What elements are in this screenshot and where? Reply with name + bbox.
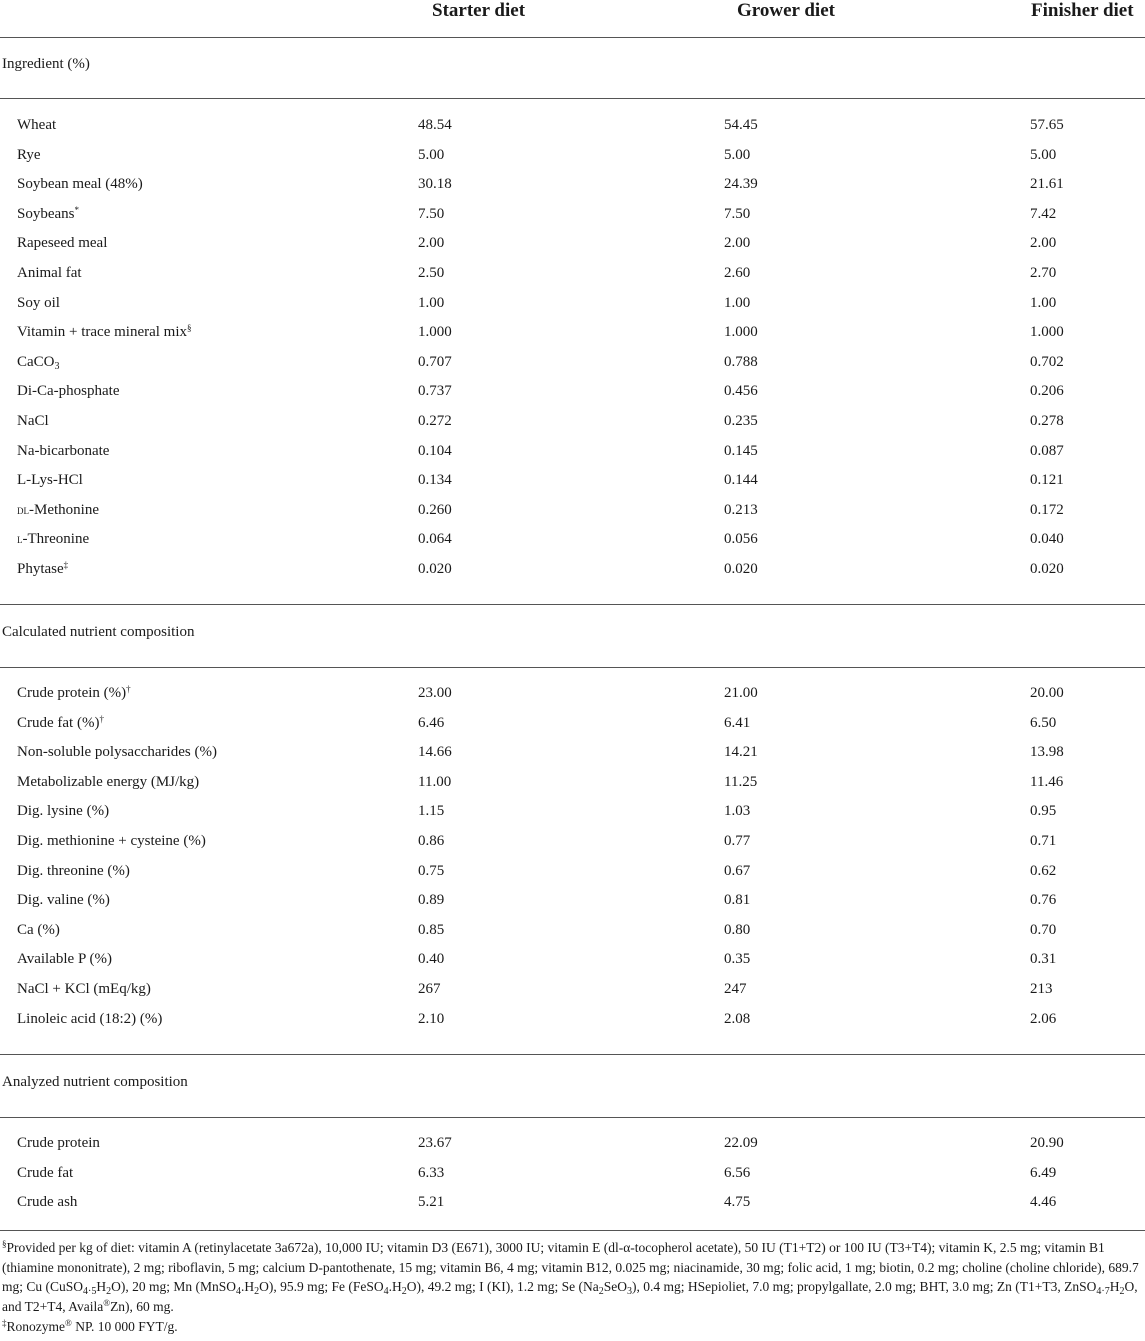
row-value: 21.61 (1030, 176, 1064, 193)
row-value: 0.260 (418, 501, 452, 518)
row-value: 11.00 (418, 773, 452, 790)
row-label: Crude fat (17, 1164, 74, 1181)
row-value: 0.020 (418, 561, 452, 577)
row-label: Rapeseed meal (17, 235, 108, 252)
row-value: 6.49 (1030, 1164, 1057, 1181)
row-value: 0.71 (1030, 833, 1057, 849)
row-value: 0.121 (1030, 472, 1064, 489)
row-value: 7.42 (1030, 205, 1057, 222)
table-row (0, 685, 1145, 705)
row-label: Available P (%) (17, 951, 112, 968)
table-row (0, 443, 1145, 463)
table-row (0, 981, 1145, 1001)
row-value: 2.50 (418, 265, 445, 281)
row-value: 14.66 (418, 744, 452, 761)
row-value: 6.46 (418, 714, 445, 731)
row-value: 0.172 (1030, 501, 1064, 518)
table-row (0, 922, 1145, 942)
row-value: 7.50 (418, 205, 445, 222)
row-label: Soybean meal (48%) (17, 176, 143, 193)
table-row (0, 502, 1145, 522)
row-value: 0.020 (1030, 561, 1064, 577)
row-value: 0.77 (724, 833, 751, 849)
row-value: 23.00 (418, 685, 452, 701)
table-row (0, 383, 1145, 403)
row-value: 6.33 (418, 1164, 445, 1181)
table-row (0, 413, 1145, 433)
rule-header (0, 37, 1145, 38)
rule-ingredient (0, 98, 1145, 99)
row-value: 1.03 (724, 803, 751, 820)
row-label: Soy oil (17, 294, 60, 311)
row-value: 0.064 (418, 531, 452, 548)
row-value: 0.206 (1030, 383, 1064, 400)
row-label: CaCO$_3$ (17, 353, 60, 372)
row-label: Crude ash (17, 1194, 78, 1211)
row-value: 0.81 (724, 892, 751, 909)
row-value: 0.144 (724, 472, 758, 489)
row-value: 0.31 (1030, 951, 1057, 968)
row-label: NaCl (17, 413, 49, 429)
row-value: 0.40 (418, 951, 445, 968)
footnote-vitamin-mix: §Provided per kg of diet: vitamin A (retinylacetate 3a672a), 10,000 IU; vitamin D3 (E671), 3000 IU; vitamin E (dl-α-tocopherol acetate), 50 IU (T1+T2) or 100 IU (T3+T4); vitamin K, 2.5 mg; vitamin B1 (thiamine mononitrate), 2 mg; riboflavin, 5 mg; calcium D-pantothenate, 15 mg; vitamin B6, 4 mg; vitamin B12, 0.025 mg; niacinamide, 30 mg; folic acid, 1 mg; biotin, 0.2 mg; choline (choline chloride), 689.7 mg; Cu $(CuSO_{4\cdot 5}H_2O)$, 20 mg; Mn $(MnSO_4.H_2O)$, 95.9 mg; Fe $(FeSO_4.H_2O)$, 49.2 mg; I (KI), 1.2 mg; Se $(Na_2SeO_3)$, 0.4 mg; HSepioliet, 7.0 mg; propylgallate, 2.0 mg; BHT, 3.0 mg; Zn (T1+T3, $ZnSO_{4\cdot 7}H_2O$, and T2+T4, Availa®Zn), 60 mg. (2, 1239, 1139, 1314)
row-value: 0.76 (1030, 892, 1057, 909)
row-value: 54.45 (724, 117, 758, 133)
row-value: 0.278 (1030, 413, 1064, 429)
section-title-analyzed: Analyzed nutrient composition (2, 1074, 188, 1090)
row-value: 11.25 (724, 773, 758, 790)
row-value: 1.00 (418, 294, 445, 311)
row-value: 1.000 (1030, 324, 1064, 341)
row-value: 0.456 (724, 383, 758, 400)
table-row (0, 176, 1145, 196)
row-value: 267 (418, 981, 441, 997)
row-value: 0.35 (724, 951, 751, 968)
row-value: 0.737 (418, 383, 452, 400)
row-label: Di-Ca-phosphate (17, 383, 120, 400)
row-value: 0.104 (418, 442, 452, 459)
row-value: 0.056 (724, 531, 758, 548)
row-value: 1.00 (1030, 294, 1057, 311)
rule-table-end (0, 1230, 1145, 1231)
row-value: 0.235 (724, 413, 758, 429)
table-row (0, 354, 1145, 374)
row-value: 1.00 (724, 294, 751, 311)
row-value: 0.134 (418, 472, 452, 489)
table-row (0, 715, 1145, 735)
row-value: 0.70 (1030, 921, 1057, 938)
table-row (0, 1165, 1145, 1185)
row-label: Soybeans* (17, 204, 79, 222)
row-value: 2.60 (724, 265, 751, 281)
rule-analyzed (0, 1117, 1145, 1118)
row-value: 2.00 (418, 235, 445, 252)
table-row (0, 147, 1145, 167)
row-value: 0.020 (724, 561, 758, 577)
row-label: Rye (17, 146, 41, 163)
row-value: 1.15 (418, 803, 445, 820)
row-label: Phytase‡ (17, 560, 69, 577)
row-value: 2.00 (1030, 235, 1057, 252)
row-value: 213 (1030, 981, 1053, 997)
row-label: l-Threonine (17, 531, 90, 548)
row-value: 5.00 (1030, 146, 1057, 163)
row-label: Na-bicarbonate (17, 442, 110, 459)
rule-calculated (0, 667, 1145, 668)
row-value: 5.00 (418, 146, 445, 163)
row-value: 0.75 (418, 862, 445, 879)
row-label: Crude protein (%)† (17, 684, 131, 701)
table-row (0, 265, 1145, 285)
row-label: Crude protein (17, 1135, 100, 1151)
row-value: 0.145 (724, 442, 758, 459)
table-row (0, 206, 1145, 226)
section-title-ingredient: Ingredient (%) (2, 56, 90, 72)
row-value: 4.75 (724, 1194, 751, 1211)
row-value: 5.00 (724, 146, 751, 163)
row-value: 0.95 (1030, 803, 1057, 820)
row-value: 0.67 (724, 862, 751, 879)
table-row (0, 1011, 1145, 1031)
row-value: 23.67 (418, 1135, 452, 1151)
row-value: 0.89 (418, 892, 445, 909)
row-value: 5.21 (418, 1194, 445, 1211)
row-label: Dig. valine (%) (17, 892, 110, 909)
row-value: 0.087 (1030, 442, 1064, 459)
table-row (0, 117, 1145, 137)
row-value: 2.70 (1030, 265, 1057, 281)
row-value: 21.00 (724, 685, 758, 701)
table-row (0, 892, 1145, 912)
row-value: 0.707 (418, 353, 452, 370)
table-row (0, 774, 1145, 794)
row-value: 0.85 (418, 921, 445, 938)
row-label: Metabolizable energy (MJ/kg) (17, 773, 200, 790)
table-row (0, 951, 1145, 971)
row-value: 6.56 (724, 1164, 751, 1181)
row-value: 22.09 (724, 1135, 758, 1151)
table-row (0, 1135, 1145, 1155)
row-value: 13.98 (1030, 744, 1064, 761)
row-value: 2.08 (724, 1010, 751, 1027)
row-label: Dig. methionine + cysteine (%) (17, 833, 206, 849)
table-row (0, 1194, 1145, 1214)
row-label: Non-soluble polysaccharides (%) (17, 744, 217, 761)
row-value: 20.90 (1030, 1135, 1064, 1151)
row-label: Crude fat (%)† (17, 713, 104, 731)
row-value: 0.702 (1030, 353, 1064, 370)
rule-ingredient-end (0, 604, 1145, 605)
table-row (0, 295, 1145, 315)
row-value: 1.000 (418, 324, 452, 341)
row-label: L-Lys-HCl (17, 472, 83, 489)
table-row (0, 324, 1145, 344)
table-row (0, 472, 1145, 492)
row-value: 57.65 (1030, 117, 1064, 133)
row-label: Dig. threonine (%) (17, 862, 130, 879)
row-value: 2.10 (418, 1010, 445, 1027)
row-label: Wheat (17, 117, 57, 133)
row-value: 4.46 (1030, 1194, 1057, 1211)
row-label: NaCl + KCl (mEq/kg) (17, 981, 151, 997)
row-value: 30.18 (418, 176, 452, 193)
row-value: 24.39 (724, 176, 758, 193)
footnote-phytase: ‡Ronozyme® NP. 10 000 FYT/g. (2, 1318, 178, 1334)
header-starter-diet: Starter diet (432, 0, 526, 21)
table-row (0, 235, 1145, 255)
row-value: 0.040 (1030, 531, 1064, 548)
table-row (0, 863, 1145, 883)
row-value: 0.272 (418, 413, 452, 429)
table-row (0, 561, 1145, 581)
row-value: 0.86 (418, 833, 445, 849)
row-value: 247 (724, 981, 747, 997)
header-finisher-diet: Finisher diet (1031, 0, 1134, 21)
table-row (0, 833, 1145, 853)
row-label: Linoleic acid (18:2) (%) (17, 1010, 163, 1027)
row-value: 1.000 (724, 324, 758, 341)
row-value: 0.788 (724, 353, 758, 370)
row-value: 2.06 (1030, 1010, 1057, 1027)
rule-calculated-end (0, 1054, 1145, 1055)
row-value: 20.00 (1030, 685, 1064, 701)
row-label: dl-Methonine (17, 501, 99, 518)
row-value: 48.54 (418, 117, 452, 133)
row-value: 6.50 (1030, 714, 1057, 731)
row-value: 0.213 (724, 501, 758, 518)
row-value: 11.46 (1030, 773, 1064, 790)
section-title-calculated: Calculated nutrient composition (2, 624, 195, 640)
row-label: Vitamin + trace mineral mix§ (17, 323, 192, 341)
table-row (0, 803, 1145, 823)
row-label: Dig. lysine (%) (17, 803, 110, 820)
row-value: 6.41 (724, 714, 751, 731)
table-row (0, 531, 1145, 551)
row-label: Ca (%) (17, 921, 60, 938)
row-value: 2.00 (724, 235, 751, 252)
row-value: 0.62 (1030, 862, 1057, 879)
header-grower-diet: Grower diet (737, 0, 835, 21)
row-label: Animal fat (17, 265, 82, 281)
table-row (0, 744, 1145, 764)
row-value: 0.80 (724, 921, 751, 938)
row-value: 14.21 (724, 744, 758, 761)
row-value: 7.50 (724, 205, 751, 222)
